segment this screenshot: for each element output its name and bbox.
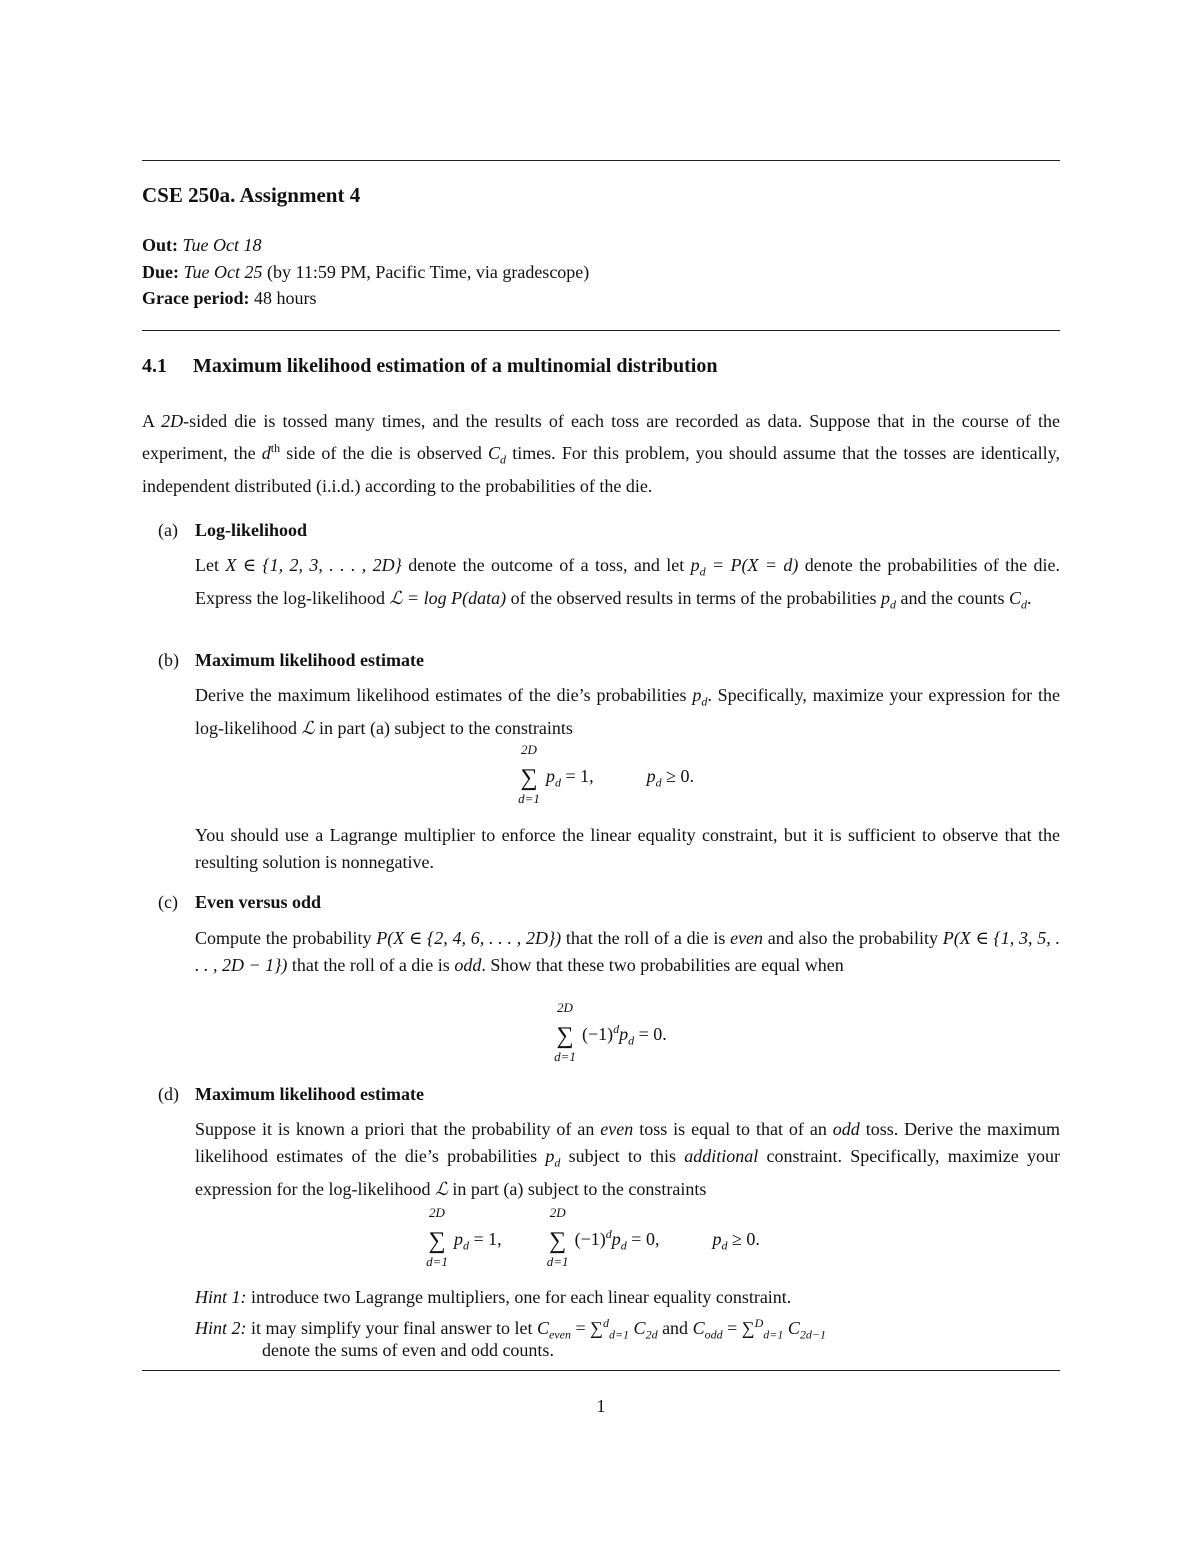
hint-2: Hint 2: it may simplify your final answer to let $C_{even} = \sum^d_{d=1}$ $C_{2d}$ and $C_{odd} = \sum^D_{d=1}$ $C_{2d-1}$ [195, 1316, 826, 1342]
due-note: (by 11:59 PM, Pacific Time, via gradescope) [262, 261, 590, 282]
item-c-label: (c) [158, 892, 178, 912]
assignment-title: CSE 250a. Assignment 4 [142, 183, 361, 207]
item-a-label: (a) [158, 520, 178, 540]
hint-1-label: Hint 1: [195, 1287, 247, 1307]
section-number: 4.1 [142, 355, 167, 377]
intro-paragraph: A 2D-sided die is tossed many times, and the results of each toss are recorded as data. Suppose that in the course of the experiment, the $d^{th}$ side of the die is observed $C_d$ times. For this problem, you should assume that the tosses are identically, independent distributed (i.i.d.) according to the probabilities of the die. [142, 411, 1060, 497]
due-label: Due: [142, 261, 179, 282]
page-number: 1 [596, 1396, 606, 1416]
hint-1: Hint 1: introduce two Lagrange multipliers, one for each linear equality constraint. [195, 1287, 792, 1307]
equation-d-constraints: 2D ∑ d=1 $p_d = 1$, 2D ∑ d=1 $(-1)^dp_d = 0$, $p_d \ge 0$. [420, 1227, 760, 1254]
sum-operator: 2D ∑ d=1 [518, 742, 540, 806]
grace-value: 48 hours [249, 288, 317, 308]
item-b-label: (b) [158, 650, 179, 670]
sum-operator: 2D ∑ d=1 [546, 1204, 569, 1269]
item-b-body: Derive the maximum likelihood estimates of the die’s probabilities $p_d$. Specifically, maximize your expression for the log-likelihood ℒ in part (a) subject to the constraints [195, 685, 1060, 739]
item-b-heading: Maximum likelihood estimate [195, 650, 424, 670]
sum-operator: 2D ∑ d=1 [554, 999, 576, 1064]
item-a-heading: Log-likelihood [195, 520, 308, 540]
item-d-body: Suppose it is known a priori that the probability of an even toss is equal to that of an odd toss. Derive the maximum likelihood estimates of the die’s probabilities $p_d$ subject to this additional constraint. Specifically, maximize your expression for the log-likelihood ℒ in part (a) subject to the constraints [195, 1119, 1060, 1200]
item-a-body: Let X ∈ {1, 2, 3, . . . , 2D} denote the outcome of a toss, and let $p_d = P(X = d)$ denote the probabilities of the die. Express the log-likelihood ℒ = log P(data) of the observed results in terms of the probabilities $p_d$ and the counts $C_d$. [195, 555, 1060, 612]
hint-2-label: Hint 2: [195, 1318, 247, 1338]
sum-operator: 2D ∑ d=1 [426, 1204, 448, 1269]
equation-b-constraints: 2D ∑ d=1 $p_d = 1$, $p_d \ge 0$. [512, 766, 694, 791]
out-label: Out: [142, 235, 178, 255]
section-title: Maximum likelihood estimation of a multinomial distribution [193, 355, 718, 377]
dates-block [142, 232, 589, 312]
item-c-heading: Even versus odd [195, 892, 322, 912]
grace-label: Grace period: [142, 288, 250, 308]
item-b-after: You should use a Lagrange multiplier to enforce the linear equality constraint, but it is sufficient to observe that the resulting solution is nonnegative. [195, 825, 1060, 872]
item-c-body: Compute the probability P(X ∈ {2, 4, 6, . . . , 2D}) that the roll of a die is even and also the probability P(X ∈ {1, 3, 5, . . . , 2D − 1}) that the roll of a die is odd. Show that these two probabilities are equal when [195, 928, 1060, 975]
item-d-label: (d) [158, 1084, 179, 1104]
equation-c: 2D ∑ d=1 $(-1)^dp_d = 0$. [548, 1022, 667, 1049]
top-rule [142, 160, 1060, 161]
item-d-heading: Maximum likelihood estimate [195, 1084, 424, 1104]
due-line [142, 259, 589, 286]
hint-2-continuation: denote the sums of even and odd counts. [262, 1340, 554, 1360]
section-heading [142, 355, 717, 378]
grace-line [142, 285, 589, 312]
out-line [142, 232, 589, 259]
out-date: Tue Oct 18 [182, 235, 262, 255]
header-rule [142, 330, 1060, 331]
due-date: Tue Oct 25 [183, 261, 263, 282]
document-page [142, 0, 1060, 1553]
bottom-rule [142, 1370, 1060, 1371]
